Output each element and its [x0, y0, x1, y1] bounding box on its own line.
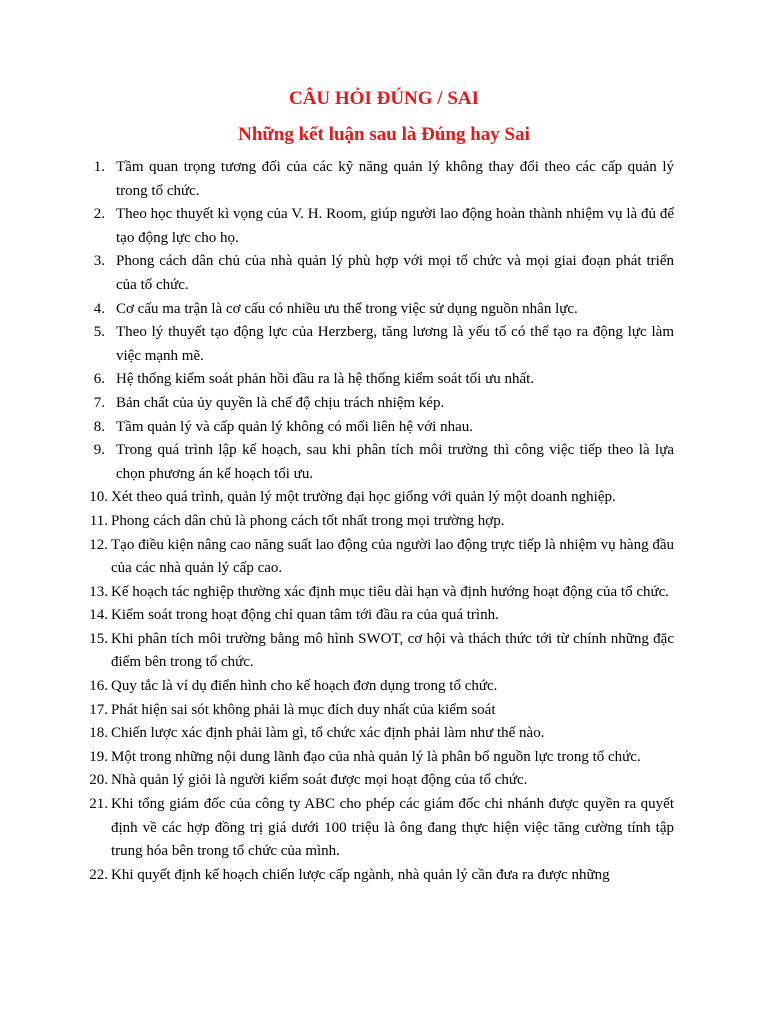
question-text: Một trong những nội dung lãnh đạo của nhà quản lý là phân bổ nguồn lực trong tổ chức. [111, 748, 641, 765]
question-number: 9. [93, 442, 105, 459]
question-item [0, 793, 674, 864]
question-item [0, 864, 674, 888]
question-item [0, 298, 674, 322]
question-number: 2. [93, 206, 105, 223]
question-item [0, 769, 674, 793]
question-number: 16. [89, 678, 108, 695]
question-text: Tạo điều kiện nâng cao năng suất lao động của người lao động trực tiếp là nhiệm vụ hàng đầu của các nhà quản lý cấp cao. [111, 536, 674, 577]
question-number: 14. [89, 607, 108, 624]
question-item [0, 250, 674, 297]
question-number: 11. [89, 512, 108, 529]
document-title: CÂU HỎI ĐÚNG / SAI [288, 88, 480, 109]
question-item [0, 581, 674, 605]
question-number: 3. [93, 253, 105, 270]
question-item [0, 203, 674, 250]
question-item [0, 699, 674, 723]
question-text: Phát hiện sai sót không phải là mục đích duy nhất của kiểm soát [111, 701, 496, 718]
question-number: 21. [89, 796, 108, 813]
question-text: Kiểm soát trong hoạt động chỉ quan tâm tới đầu ra của quá trình. [111, 607, 499, 624]
question-number: 13. [89, 583, 108, 600]
question-text: Tầm quan trọng tương đối của các kỹ năng quản lý không thay đổi theo các cấp quản lý trong tổ chức. [116, 159, 674, 199]
question-text: Kế hoạch tác nghiệp thường xác định mục tiêu dài hạn và định hướng hoạt động của tổ chức. [111, 583, 670, 600]
question-number: 18. [89, 725, 108, 742]
question-item [0, 604, 674, 628]
question-item [0, 416, 674, 440]
question-number: 8. [93, 418, 105, 435]
question-text: Phong cách dân chủ là phong cách tốt nhất trong mọi trường hợp. [111, 512, 505, 529]
question-number: 20. [89, 772, 108, 789]
question-item [0, 628, 674, 675]
question-number: 22. [89, 866, 108, 883]
question-number: 1. [93, 159, 105, 175]
question-item [0, 439, 674, 486]
question-item [0, 156, 674, 203]
document-subtitle: Những kết luận sau là Đúng hay Sai [238, 124, 530, 145]
question-item [0, 746, 674, 770]
question-text: Tầm quản lý và cấp quản lý không có mối liên hệ với nhau. [116, 418, 474, 435]
question-item [0, 368, 674, 392]
question-list [0, 156, 768, 887]
question-text: Theo học thuyết kì vọng của V. H. Room, giúp người lao động hoàn thành nhiệm vụ là đủ để tạo động lực cho họ. [116, 206, 674, 246]
question-number: 19. [89, 748, 108, 765]
question-text: Khi phân tích môi trường bằng mô hình SWOT, cơ hội và thách thức tới từ chính những đặc điểm bên trong tổ chức. [111, 630, 674, 671]
question-text: Chiến lược xác định phải làm gì, tổ chức xác định phải làm như thế nào. [111, 725, 545, 742]
question-number: 7. [93, 394, 105, 411]
question-number: 10. [89, 489, 108, 506]
question-item [0, 534, 674, 581]
question-item [0, 722, 674, 746]
question-item [0, 392, 674, 416]
question-text: Nhà quản lý giỏi là người kiểm soát được mọi hoạt động của tổ chức. [111, 772, 528, 789]
question-number: 17. [89, 701, 108, 718]
question-item [0, 486, 674, 510]
question-text: Phong cách dân chủ của nhà quản lý phù hợp với mọi tổ chức và mọi giai đoạn phát triển của tổ chức. [116, 253, 674, 293]
question-text: Khi quyết định kế hoạch chiến lược cấp ngành, nhà quản lý cần đưa ra được những [111, 866, 610, 883]
question-item [0, 321, 674, 368]
question-text: Bản chất của ủy quyền là chế độ chịu trách nhiệm kép. [116, 394, 445, 411]
question-text: Trong quá trình lập kế hoạch, sau khi phân tích môi trường thì công việc tiếp theo là lựa chọn phương án kế hoạch tối ưu. [116, 442, 674, 482]
question-number: 12. [89, 536, 108, 553]
question-text: Xét theo quá trình, quản lý một trường đại học giống với quản lý một doanh nghiệp. [111, 489, 616, 506]
question-number: 6. [93, 371, 105, 388]
question-text: Quy tắc là ví dụ điển hình cho kế hoạch đơn dụng trong tổ chức. [111, 678, 498, 695]
question-number: 15. [89, 630, 108, 647]
question-number: 4. [93, 300, 105, 317]
question-text: Theo lý thuyết tạo động lực của Herzberg, tăng lương là yếu tố có thể tạo ra động lực làm việc mạnh mẽ. [116, 324, 674, 364]
question-number: 5. [93, 324, 105, 341]
question-text: Hệ thống kiểm soát phản hồi đầu ra là hệ thống kiểm soát tối ưu nhất. [116, 371, 535, 388]
question-text: Cơ cấu ma trận là cơ cấu có nhiều ưu thế trong việc sử dụng nguồn nhân lực. [116, 300, 578, 317]
question-text: Khi tổng giám đốc của công ty ABC cho phép các giám đốc chi nhánh được quyền ra quyết định về các hợp đồng trị giá dưới 100 triệu là ông đang thực hiện việc tăng cường tính tập trung hóa bên trong tổ chức của mình. [111, 796, 674, 860]
question-item [0, 675, 674, 699]
question-item [0, 510, 674, 534]
